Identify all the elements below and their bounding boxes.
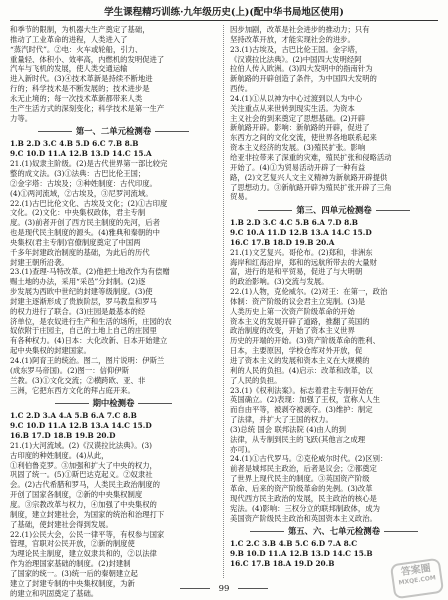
text-line: 22.(1)古巴比伦文化、古埃及文化；(2)①古印度 (10, 198, 168, 208)
text-line: 行的；科学技术是不断发展的；技术进步是 (10, 84, 150, 94)
text-line: 23.(1)古埃及，古巴比伦王国。金字塔， (230, 44, 363, 54)
text-line: 度。③宗教改革与权力，④加强了中央集权的 (10, 499, 157, 509)
section-rule (258, 210, 292, 211)
section-title-text: 期中检测卷 (92, 398, 135, 409)
watermark-subtext: MXQE.COM (398, 574, 437, 587)
text-line: 利的人民的负担。(4)启示：改革和改革，以 (230, 365, 373, 375)
left-column (10, 25, 217, 598)
section-title (230, 526, 438, 537)
text-line: 9.B 10.D 11.A 12.B 13.D 14.C 15.B (230, 549, 373, 559)
text-line: 封建主逐渐形成了贵族阶层，罗马教皇和罗马 (10, 296, 157, 306)
text-line: 1.B 2.D 3.C 4.C 5.B 6.A 7.D 8.B (230, 218, 358, 228)
text-line: 生产生活方式的深刻变化；科学技术是第一生产 (10, 103, 165, 113)
text-line: 现代西方民主政治的发展，民主政治的核心是 (230, 493, 377, 503)
text-line: 资本主义经济的发展。(3)殖民扩张。影响 (230, 143, 366, 153)
text-line: 《汉谟拉比法典》。(2)中国四大发明经阿 (230, 54, 362, 64)
text-line: 会。(2)古代希腊和罗马，人类民主政治制度的 (10, 480, 160, 490)
footer-rule-left (180, 588, 210, 589)
text-line: 法律，从专制到民主的飞跃(其他言之成理 (230, 434, 366, 444)
text-line: 拉伯人传入欧洲。(3)四大发明中的指南针为 (230, 64, 373, 74)
text-line: (3)总统 国会 联邦法院 (4)由人的到 (230, 424, 346, 434)
text-line: 西传。 (230, 84, 253, 94)
text-line: 的政治影响。(3)交流与发展。 (230, 277, 329, 287)
text-line: 坚持改革开放，才能实现社会的进步。 (230, 34, 355, 44)
text-line: 英国确立。(2)表现：加强了王权，宣称人人生 (230, 395, 380, 405)
text-line: 起中央集权的封建国家。 (10, 346, 91, 356)
text-line: 巩固了统一。(5)①斯巴达克起义。②奴隶社 (10, 470, 153, 480)
text-line: 永无止境的；每一次技术革新都带来人类 (10, 93, 143, 103)
text-line: 而自由平等，被剥夺被剥夺。(3)维护：制定 (230, 405, 373, 415)
watermark-text: 答案圈 (400, 563, 432, 579)
section-title (10, 398, 217, 409)
text-line: 资本主义的发展开辟了道路，推翻了英国的 (230, 316, 370, 326)
text-line: ①利伯鲁克罗。③加强和扩大了中央的权力， (10, 460, 157, 470)
text-line: 的建立和巩固奠定了基础。 (10, 588, 99, 598)
text-line: 日本，主要原因，学校仓库对外开放，促 (230, 346, 363, 356)
right-column (230, 25, 438, 578)
page-header (10, 6, 438, 21)
section-rule (55, 403, 89, 404)
section-rule (376, 210, 410, 211)
text-line: 央集权(君主专制)官僚制度奠定了中国两 (10, 237, 141, 247)
section-title-text: 第三、四单元检测卷 (296, 205, 372, 216)
section-rule (155, 131, 189, 132)
text-line: 古印度的种姓制度。(4)从此， (10, 450, 109, 460)
text-line: 推动了工业革命的进程，人类进入了 (10, 34, 128, 44)
text-line: 富，进行的是和平贸易，促进了与大明朝 (230, 267, 363, 277)
section-rule (384, 531, 418, 532)
text-line: 1.C 2.D 3.A 4.A 5.B 6.A 7.C 8.B (10, 411, 137, 421)
page-number: 99 (218, 584, 230, 594)
text-line: 革命、后来的资产阶级革命的先例。(3)改革 (230, 483, 373, 493)
text-line: 22.(1)公民大会，公民一律平等，有权参与国家 (10, 529, 165, 539)
text-line: 1.B 2.D 3.C 4.B 5.D 6.C 7.B 8.B (10, 139, 139, 149)
text-line: 管理，官职对公民开放，②新的制度使 (10, 539, 135, 549)
text-line: 宪法。(4)影响：三权分立的联邦制政体，成为 (230, 503, 380, 513)
text-line: 亦可)。 (230, 444, 255, 454)
text-line: 24.(1)①古代罗马。②克伦威尔时代。(2)区别： (230, 454, 388, 464)
text-line: 度。(3)前者开创了西方民主制度的先河，后者 (10, 218, 160, 228)
text-line: (4)①两河流域，②古埃及，③尼罗河流域。 (10, 188, 153, 198)
header-title: 学生课程精巧训练·九年级历史(上)(配中华书局地区使用) (104, 7, 344, 18)
section-rule (138, 403, 172, 404)
text-line: 给亚非拉带来了深重的灾难，殖民扩张和侵略活动 (230, 152, 392, 162)
text-line: 和季节的限制，为机器大生产奠定了基础， (10, 25, 150, 34)
text-line: 16.C 17.B 18.A 19.D 20.B (230, 559, 335, 569)
text-line: 体制：资产阶级的议会君主立宪制。(3)是 (230, 296, 366, 306)
text-line: 建立了封建专制的中央集权制度，为新 (10, 578, 135, 588)
text-line: 前者是城邦民主政治，后者是议会；②都奠定 (230, 464, 377, 474)
text-line: 作为治理国家基础的制度。(2)封建制 (10, 559, 131, 569)
text-line: 兰教。(3)①文化交流；②横跨欧、亚、非 (10, 375, 146, 385)
text-line: “蒸汽时代”。②电：火车或轮船，引力、 (10, 44, 143, 54)
text-line: (成东罗马帝国)。(2)图一：信仰伊斯 (10, 365, 129, 375)
text-line: 文化。(2)文化：中央集权政体，君主专制 (10, 208, 146, 218)
text-line: 主义社会的到来奠定了思想基础。(2)开辟 (230, 113, 366, 123)
text-line: 政治制度的改变，开始了资本主义世界 (230, 326, 355, 336)
text-line: 新航路开辟。影响：新航路的开辟，促进了 (230, 123, 370, 133)
text-line: 了法律，并扩大了王国的权力。 (230, 415, 333, 425)
text-line: 22.(1)人物，克伦威尔。(2)对王：在第一，政治 (230, 287, 388, 297)
page-footer (0, 584, 448, 594)
section-rule (250, 531, 284, 532)
text-line: 为理论民主制度，建立奴隶共和的，②以法律 (10, 549, 157, 559)
column-divider (223, 25, 224, 578)
text-line: 重量轻、体积小、效率高，内燃机的发明促进了 (10, 54, 165, 64)
text-line: 9.C 10.A 11.D 12.B 13.A 14.C 15.D (230, 228, 372, 238)
text-line: 24.(1)阿育王的统治。图二，图片说明：伊斯兰 (10, 356, 165, 365)
text-line: 24.(1)①从以神为中心过渡到以人为中心 (230, 93, 363, 103)
text-line: 23.(1)查理·马特改革。(2)他把土地改作为有偿赠 (10, 267, 170, 277)
section-title-text: 第一、二单元检测卷 (75, 126, 152, 137)
text-line: 美国资产阶级民主政治和英国资本主义政治。 (230, 513, 377, 523)
text-line: 有各种权力。(4)日本：大化改新、日本开始建立 (10, 336, 168, 346)
text-line: 21.(1)文艺复兴。哥伦布。(2)郑和，非洲东 (230, 247, 373, 257)
section-title (230, 205, 438, 216)
text-line: 关注重点从来世转到现实生活。为资本 (230, 103, 355, 113)
text-line: 进入新时代。(3)④技术革新是持续不断地进 (10, 74, 153, 84)
text-line: 封建王朝所沿袭。 (10, 257, 69, 267)
text-line: 济单位，是农奴进行生产和生活的场所，庄园的农 (10, 316, 172, 326)
text-line: 力等。 (10, 113, 33, 123)
text-line: 海岸和红海沿岸，郑和的远航所带去的大量财 (230, 257, 377, 267)
text-line: 历史的开端的开始。(3)资产阶级革命的胜利、 (230, 336, 380, 346)
section-title-text: 第五、六、七单元检测卷 (287, 526, 381, 537)
section-rule (38, 131, 72, 132)
text-line: 步发展为西欧中世纪的封建等级制度。(3)使 (10, 287, 153, 297)
text-line: 赐土地的办法，采用“采邑”分封制。(2)逐 (10, 277, 146, 287)
text-line: 路，(2)文艺复兴人文主义精神为新航路开辟提供 (230, 172, 388, 182)
text-line: 16.B 17.D 18.B 19.B 20.D (10, 431, 116, 441)
text-line: 21.(1)大河流域。(2)《汉谟拉比法典》。(3) (10, 440, 153, 450)
text-line: 进了资本主义的发展和资本主义在大规模的 (230, 356, 370, 365)
text-line: 奴依附于庄园主，自己的土地上自己的庄园里 (10, 326, 157, 336)
section-title (10, 126, 217, 137)
text-line: 千多年封建政治制度的基础，为此后的历代 (10, 247, 150, 257)
text-line: 1.C 2.C 3.B 4.B 5.C 6.D 7.A 8.C (230, 539, 358, 549)
text-line: 三洲，它把东西方文化的拜占庭开来。 (10, 385, 135, 395)
text-line: 了国家的统一。(3)统一后的秦朝建立起 (10, 568, 138, 578)
text-line: 东西方之间的文化交流，使世界各地联系起来 (230, 133, 377, 143)
text-line: 9.C 10.D 11.A 12.B 13.D 14.C 15.A (10, 149, 152, 159)
watermark-stamp (390, 558, 444, 600)
text-line: 开始了。(4)①为贸易活动开辟了一种有益 (230, 162, 366, 172)
text-line: 新航路的开辟创造了条件，为中国四大发明的 (230, 74, 377, 84)
text-line: 了思想动力。③新航路开辟为殖民扩张开辟了三角 (230, 182, 392, 192)
text-line: 制度，建立封建社会，为国家的统治和治理打下 (10, 509, 165, 519)
text-line: ②金字塔：古埃及；③种姓制度：古代印度。 (10, 178, 157, 188)
text-line: 的权力进行了联合。(3)庄园是最基本的经 (10, 306, 146, 316)
text-line: 也是现代民主制度的源头。(4)雅典和秦朝的中 (10, 228, 160, 238)
text-line: 整的成文法。(3)①法典：古巴比伦王国； (10, 168, 146, 178)
text-line: 开创了国家各制度，②新的中央集权制度 (10, 490, 143, 500)
text-line: 贸易。 (230, 192, 253, 202)
text-line: 9.C 10.D 11.A 12.B 13.A 14.C 15.D (10, 421, 152, 431)
text-line: 汽车与飞机的发展，使人类交通运输 (10, 64, 128, 74)
text-line: 21.(1)奴隶主阶级。(2)是古代世界第一部比较完 (10, 159, 168, 169)
text-line: 23.(1)《权利法案》。标志着君主专制开始在 (230, 385, 374, 395)
text-line: 了基础，使封建社会得到发展。 (10, 519, 113, 529)
text-line: 16.C 17.B 18.D 19.B 20.A (230, 237, 335, 247)
footer-rule-right (238, 588, 268, 589)
text-line: 了世界上现代民主的制度。③英国资产阶级 (230, 474, 370, 484)
text-line: 人类历史上第一次资产阶级革命的开始 (230, 306, 355, 316)
text-line: 因步加剧，改革是社会进步的推动力；只有 (230, 25, 370, 34)
text-line: 了人民的负担。 (230, 375, 282, 385)
